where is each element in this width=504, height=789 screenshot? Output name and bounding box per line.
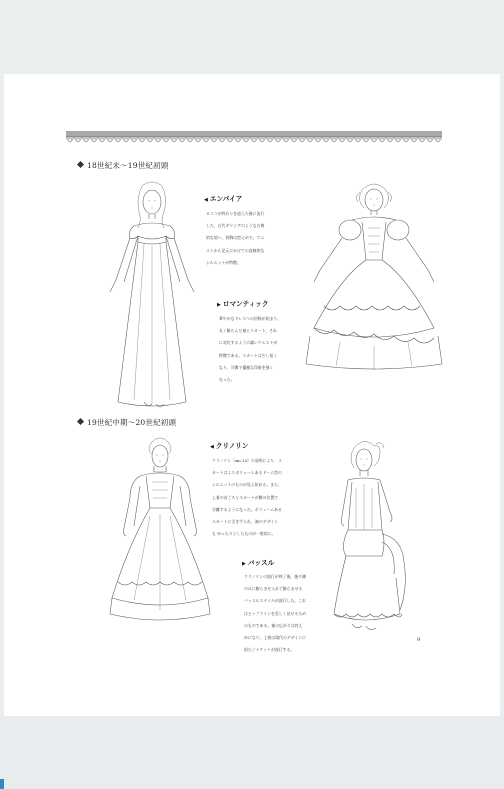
style-heading-empire: ◀ エンパイア [204,195,243,203]
diamond-bullet-icon [77,418,84,425]
style-description-bustle: クリノリンの流行が終了後、後ろ側 のみに膨らませ入れて膨らませる バッスルスタイルが流行した。これ はヒップラインを美しく見せるため のものである。袖の広がりは控え めになり、上着は現代のデザインに 似たジャケットが流行する。 [244,574,307,653]
section-title-late: 19世紀中期～20世紀初頭 [78,417,176,428]
triangle-left-icon: ◀ [210,444,214,450]
triangle-left-icon: ◀ [204,197,208,203]
lace-border-ornament [66,131,442,147]
bustle-dress-illustration [320,438,412,634]
viewer-top-band [0,0,504,74]
crinoline-dress-illustration [104,436,214,626]
viewer-accent-bar [0,779,4,789]
book-page [4,74,500,716]
romantic-dress-illustration [300,178,448,368]
style-description-empire: ロココが終わりを迎えた後に流行 した、古代ギリシアのような古典 的な装い。装飾は控えめで、ウエ ストから足元にかけての直線的な シルエットが特徴。 [206,211,265,265]
style-heading-crinoline: ◀ クリノリン [210,442,249,450]
empire-dress-illustration [104,180,200,410]
style-heading-romantic: ▶ ロマンティック [217,300,269,308]
diamond-bullet-icon [77,161,84,168]
triangle-right-icon: ▶ [242,561,246,567]
viewer-bottom-band [0,716,504,789]
style-heading-bustle: ▶ バッスル [242,559,275,567]
triangle-right-icon: ▶ [217,302,221,308]
style-description-romantic: 華やかなドレスへの回帰が始まり、 丸く膨らんだ袖とスカート、それ に対比するように細いウエストが 特徴である。スカートは少し短く なり、可憐で優雅な印象を強く なった。 [219,316,282,383]
page-number: 9 [417,637,421,643]
section-title-early: 18世紀末～19世紀初頭 [78,160,169,171]
style-description-crinoline: クリノリン（➡p.14）の発明により、ス カートはよりボリュームあるドーム型の シルエットのものが見え始める。また、 上着の首ごろとスカートが腰の位置で 分離するようになった。ボリュームある スカートに引きずられ、袖のデザイン も ゆったりとしたものが一般的に。 [212,458,282,537]
